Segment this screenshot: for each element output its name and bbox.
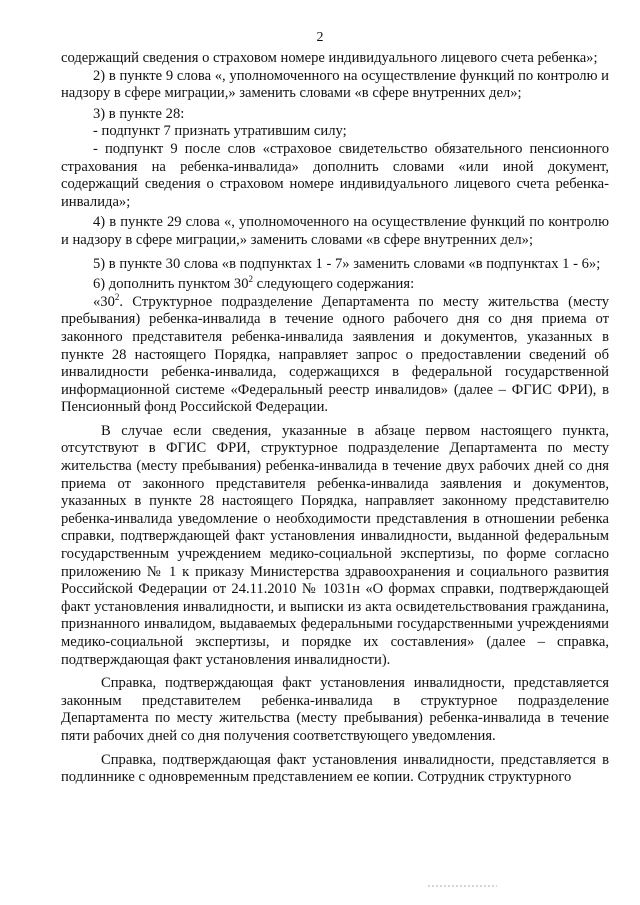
paragraph-text: 6) дополнить пунктом 30 [93, 276, 249, 293]
paragraph-text: 2) в пункте 9 слова «, уполномоченного на осуществление функций по контролю и надзору в сфере миграции,» заменить словами «в сфере внутренних дел»; [61, 67, 609, 102]
paragraph-item-5 [61, 256, 609, 274]
paragraph-text: - подпункт 7 признать утратившим силу; [93, 123, 347, 140]
superscript: 2 [248, 274, 254, 285]
paragraph-certificate-original [61, 752, 609, 787]
paragraph-item-2 [61, 68, 609, 103]
paragraph-missing-info [61, 423, 609, 669]
paragraph-certificate-submission [61, 675, 609, 745]
paragraph-text: содержащий сведения о страховом номере индивидуального лицевого счета ребенка»; [61, 50, 598, 66]
paragraph-subitem-7 [61, 123, 609, 141]
paragraph-text: - подпункт 9 после слов «страховое свидетельство обязательного пенсионного страхования на ребенка-инвалида» дополнить словами «или иной документ, содержащий сведения о страховом номере индивидуального лицевого счета ребенка-инвалида»; [61, 140, 609, 210]
paragraph-item-4 [61, 214, 609, 249]
paragraph-subitem-9 [61, 141, 609, 211]
paragraph-text: 3) в пункте 28: [93, 105, 185, 122]
page-number: 2 [316, 30, 324, 45]
paragraph-item-3 [61, 106, 609, 124]
paragraph-continuation [61, 50, 609, 68]
paragraph-text: «30 [93, 293, 115, 310]
paragraph-text: 4) в пункте 29 слова «, уполномоченного на осуществление функций по контролю и надзору в сфере миграции,» заменить словами «в сфере внутренних дел»; [61, 214, 609, 248]
paragraph-text: В случае если сведения, указанные в абзаце первом настоящего пункта, отсутствуют в ФГИС ФРИ, структурное подразделение Департамента по месту жительства (месту пребывания) ребенка-инвалида в течение двух рабочих дней со дня приема от законного представителя ребенка-инвалида заявления и документов, указанных в пункте 28 настоящего Порядка, направляет законному представителю ребенка-инвалида уведомление о необходимости представления в отношении ребенка справки, подтверждающей факт установления инвалидности, выданной федеральным государственным учреждением медико-социальной экспертизы, по форме согласно приложению № 1 к приказу Министерства здравоохранения и социального развития Российской Федерации от 24.11.2010 № 1031н «О формах справки, подтверждающей факт установления инвалидности, и выписки из акта освидетельствования гражданина, признанного инвалидом, выдаваемых федеральными государственными учреждениями медико-социальной экспертизы, и порядке их составления» (далее – справка, подтверждающая факт установления инвалидности). [61, 422, 609, 668]
paragraph-text: Справка, подтверждающая факт установления инвалидности, представляется законным представителем ребенка-инвалида в структурное подразделение Департамента по месту жительства (месту пребывания) ребенка-инвалида в течение пяти рабочих дней со дня получения соответствующего уведомления. [61, 675, 609, 744]
superscript: 2 [114, 291, 120, 302]
scan-dot-mark [427, 884, 497, 888]
paragraph-text: Справка, подтверждающая факт установления инвалидности, представляется в подлиннике с одновременным представлением ее копии. Сотрудник структурного [61, 751, 609, 786]
paragraph-item-6 [61, 276, 609, 294]
paragraph-text-tail: . Структурное подразделение Департамента по месту жительства (месту пребывания) ребенка-инвалида в течение одного рабочего дня со дня приема от законного представителя ребенка-инвалида заявления и документов, указанных в пункте 28 настоящего Порядка, направляет запрос о предоставлении сведений об инвалидности ребенка-инвалида, содержащихся в федеральной государственной информационной системе «Федеральный реестр инвалидов» (далее – ФГИС ФРИ), в Пенсионный фонд Российской Федерации. [61, 293, 609, 416]
paragraph-text: 5) в пункте 30 слова «в подпунктах 1 - 7» заменить словами «в подпунктах 1 - 6»; [93, 255, 601, 272]
paragraph-point-30-2 [61, 291, 609, 417]
paragraph-text-tail: следующего содержания: [253, 276, 415, 293]
document-body [61, 50, 609, 787]
